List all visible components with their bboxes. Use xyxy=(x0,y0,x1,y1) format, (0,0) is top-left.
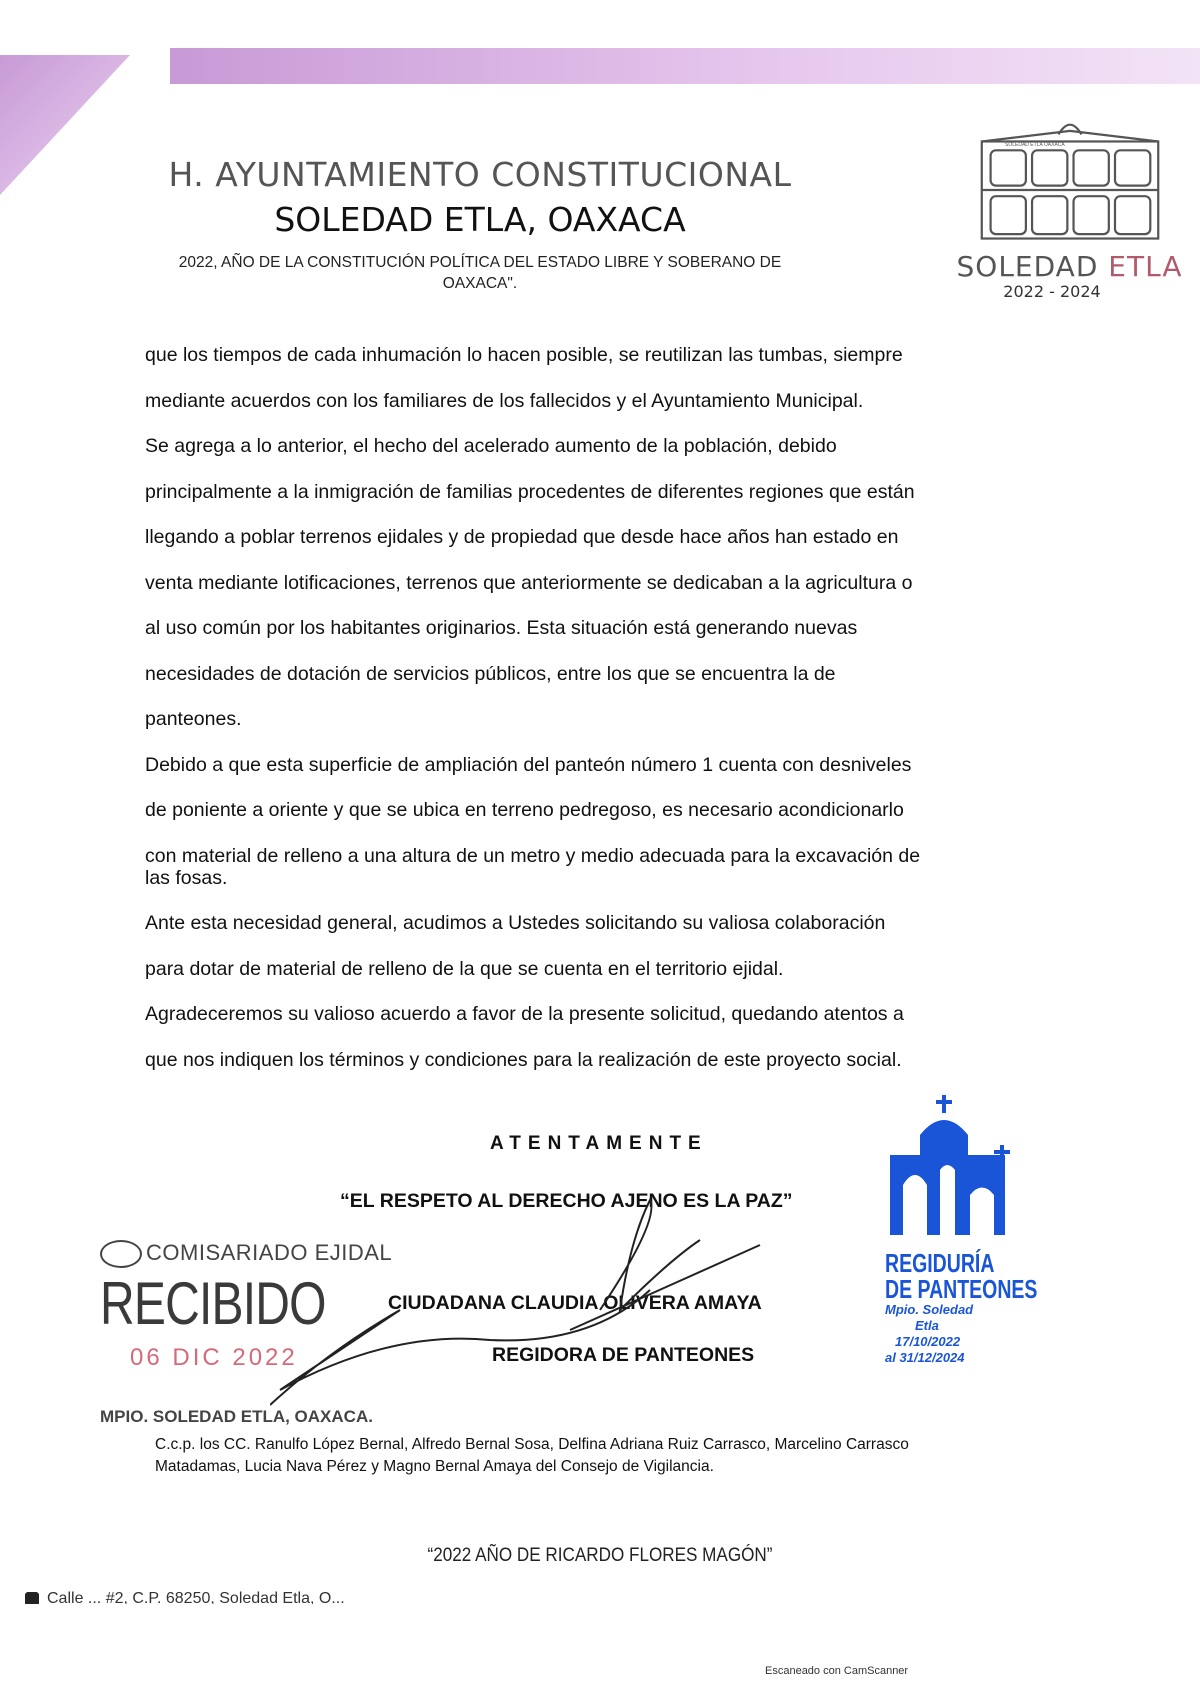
body-line: las fosas. xyxy=(145,866,228,889)
closing-motto: “EL RESPETO AL DERECHO AJENO ES LA PAZ” xyxy=(340,1190,793,1212)
body-line: mediante acuerdos con los familiares de los fallecidos y el Ayuntamiento Municipal. xyxy=(145,389,864,412)
address-text: Calle ... #2, C.P. 68250, Soledad Etla, O... xyxy=(47,1590,345,1604)
closing-atentamente: ATENTAMENTE xyxy=(490,1133,708,1154)
body-line: que nos indiquen los términos y condiciones para la realización de este proyecto social. xyxy=(145,1048,902,1071)
logo-name-b: ETLA xyxy=(1108,250,1183,283)
body-line: que los tiempos de cada inhumación lo hacen posible, se reutilizan las tumbas, siempre xyxy=(145,344,903,366)
signature xyxy=(270,1180,770,1410)
year-motto-line: 2022, AÑO DE LA CONSTITUCIÓN POLÍTICA DEL ESTADO LIBRE Y SOBERANO DE xyxy=(178,254,782,271)
signer-name: CIUDADANA CLAUDIA OLIVERA AMAYA xyxy=(388,1292,762,1314)
ccp-line: C.c.p. los CC. Ranulfo López Bernal, Alfredo Bernal Sosa, Delfina Adriana Ruiz Carrasco, Marcelino Carrasco xyxy=(155,1436,909,1453)
logo-name xyxy=(952,250,1187,283)
stamp-text: DE PANTEONES xyxy=(885,1274,1038,1304)
body-line: llegando a poblar terrenos ejidales y de propiedad que desde hace años han estado en xyxy=(145,526,899,548)
header-subtitle: SOLEDAD ETLA, OAXACA xyxy=(274,200,686,239)
body-line: Ante esta necesidad general, acudimos a Ustedes solicitando su valiosa colaboración xyxy=(145,912,886,934)
carbon-copy xyxy=(155,1434,1075,1478)
recibido-stamp-date: 06 DIC 2022 xyxy=(130,1344,298,1371)
stamp-header-text: COMISARIADO EJIDAL xyxy=(146,1240,393,1265)
header-title: H. AYUNTAMIENTO CONSTITUCIONAL xyxy=(168,155,792,194)
logo-top-text: SOLEDAD ETLA OAXACA xyxy=(1005,142,1065,148)
stamp-text: al 31/12/2024 xyxy=(885,1350,965,1365)
municipal-building-logo xyxy=(965,115,1175,265)
body-line: de poniente a oriente y que se ubica en terreno pedregoso, es necesario acondicionarlo xyxy=(145,799,904,821)
letter-body xyxy=(145,342,1075,1092)
body-line: con material de relleno a una altura de un metro y medio adecuada para la excavación de xyxy=(145,844,921,867)
stamp-text: 17/10/2022 xyxy=(895,1334,961,1349)
regiduria-stamp xyxy=(885,1095,1038,1366)
stamp-text: Mpio. Soledad xyxy=(885,1302,974,1317)
body-line: necesidades de dotación de servicios públicos, entre los que se encuentra la de xyxy=(145,662,836,685)
body-line: Agradeceremos su valioso acuerdo a favor de la presente solicitud, quedando atentos a xyxy=(145,1003,904,1025)
recibido-stamp-footer: MPIO. SOLEDAD ETLA, OAXACA. xyxy=(100,1407,373,1426)
logo-name-a: SOLEDAD xyxy=(956,250,1099,283)
year-motto-line: OAXACA". xyxy=(442,275,518,292)
body-line: venta mediante lotificaciones, terrenos que anteriormente se dedicaban a la agricultura o xyxy=(145,571,913,594)
body-line: Debido a que esta superficie de ampliación del panteón número 1 cuenta con desniveles xyxy=(145,753,912,776)
letterhead-band xyxy=(170,48,1200,84)
footer-motto: “2022 AÑO DE RICARDO FLORES MAGÓN” xyxy=(427,1545,773,1566)
stamp-text: Etla xyxy=(915,1318,939,1333)
footer-address xyxy=(25,1590,345,1604)
body-line: principalmente a la inmigración de familias procedentes de diferentes regiones que están xyxy=(145,480,915,503)
signer-role: REGIDORA DE PANTEONES xyxy=(492,1344,755,1366)
body-line: al uso común por los habitantes originarios. Esta situación está generando nuevas xyxy=(145,617,858,639)
stamp-text: REGIDURÍA xyxy=(885,1248,995,1278)
seal-icon xyxy=(100,1240,142,1268)
location-icon xyxy=(25,1592,39,1604)
recibido-stamp-word: RECIBIDO xyxy=(100,1270,326,1337)
letterhead-corner-decoration xyxy=(0,55,130,195)
ccp-line: Matadamas, Lucia Nava Pérez y Magno Bernal Amaya del Consejo de Vigilancia. xyxy=(155,1458,714,1475)
logo-years: 2022 - 2024 xyxy=(1003,282,1101,301)
scanner-watermark: Escaneado con CamScanner xyxy=(765,1665,909,1677)
body-line: Se agrega a lo anterior, el hecho del acelerado aumento de la población, debido xyxy=(145,435,837,457)
body-line: panteones. xyxy=(145,708,242,730)
church-icon xyxy=(885,1095,1025,1245)
header-year-motto xyxy=(110,252,850,294)
body-line: para dotar de material de relleno de la que se cuenta en el territorio ejidal. xyxy=(145,957,784,980)
